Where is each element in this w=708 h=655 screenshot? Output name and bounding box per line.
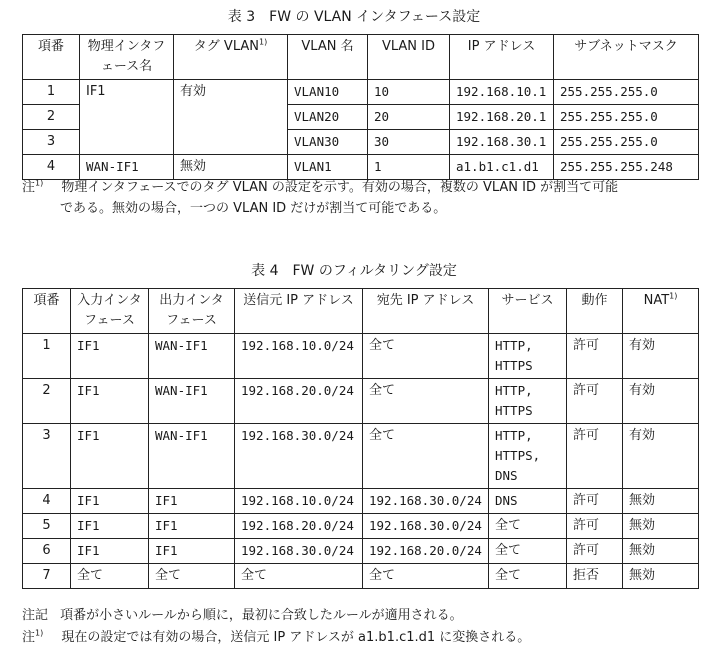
table-row — [23, 379, 699, 424]
table-row — [23, 564, 699, 589]
cell-destination-ip: 192.168.30.0/24 — [363, 514, 489, 539]
cell-nat: 無効 — [623, 489, 699, 514]
cell-destination-ip: 全て — [363, 334, 489, 379]
header-service: サービス — [489, 289, 567, 334]
cell-output-interface: 全て — [149, 564, 235, 589]
table3-note-mark: 1) — [35, 178, 44, 188]
table-row — [23, 489, 699, 514]
cell-nat: 無効 — [623, 514, 699, 539]
table-row — [23, 424, 699, 489]
cell-vlan-name: VLAN30 — [288, 130, 368, 155]
cell-input-interface: IF1 — [71, 539, 149, 564]
table4-note-text: 現在の設定では有効の場合，送信元 IP アドレスが a1.b1.c1.d1 に変換される。 — [61, 630, 531, 645]
cell-action: 許可 — [567, 514, 623, 539]
cell-nat: 無効 — [623, 539, 699, 564]
cell-no: 1 — [23, 80, 80, 105]
cell-service: HTTP, HTTPS — [489, 379, 567, 424]
header-nat — [623, 289, 699, 334]
cell-action: 許可 — [567, 489, 623, 514]
header-no: 項番 — [23, 35, 80, 80]
cell-input-interface: IF1 — [71, 514, 149, 539]
cell-no: 2 — [23, 105, 80, 130]
header-nat-note: 1) — [669, 291, 678, 301]
cell-service: 全て — [489, 539, 567, 564]
cell-no: 4 — [23, 155, 80, 180]
cell-no: 3 — [23, 130, 80, 155]
header-destination-ip: 宛先 IP アドレス — [363, 289, 489, 334]
cell-source-ip: 192.168.10.0/24 — [235, 334, 363, 379]
table3-header-row — [23, 35, 699, 80]
table4-footnote-text: 項番が小さいルールから順に，最初に合致したルールが適用される。 — [60, 608, 463, 623]
cell-source-ip: 192.168.10.0/24 — [235, 489, 363, 514]
header-nat-label: NAT — [643, 293, 670, 308]
cell-no: 6 — [23, 539, 71, 564]
cell-vlan-name: VLAN1 — [288, 155, 368, 180]
cell-destination-ip: 192.168.20.0/24 — [363, 539, 489, 564]
cell-service: 全て — [489, 514, 567, 539]
table-row — [23, 155, 699, 180]
cell-destination-ip: 全て — [363, 424, 489, 489]
table-row — [23, 539, 699, 564]
cell-output-interface: WAN-IF1 — [149, 379, 235, 424]
cell-input-interface: IF1 — [71, 424, 149, 489]
table-row — [23, 334, 699, 379]
cell-physical-interface: WAN-IF1 — [80, 155, 174, 180]
cell-no: 7 — [23, 564, 71, 589]
cell-nat: 有効 — [623, 379, 699, 424]
cell-output-interface: IF1 — [149, 539, 235, 564]
table4-footnote-label: 注記 — [22, 608, 49, 623]
cell-subnet-mask: 255.255.255.0 — [554, 130, 699, 155]
header-tag-vlan — [174, 35, 288, 80]
header-vlan-name: VLAN 名 — [288, 35, 368, 80]
header-subnet-mask: サブネットマスク — [554, 35, 699, 80]
header-tag-vlan-note: 1) — [258, 37, 268, 47]
table4-header-row — [23, 289, 699, 334]
cell-ip-address: 192.168.10.1 — [450, 80, 554, 105]
cell-vlan-id: 1 — [368, 155, 450, 180]
header-input-interface: 入力インタフェース — [71, 289, 149, 334]
cell-destination-ip: 192.168.30.0/24 — [363, 489, 489, 514]
cell-service: HTTP, HTTPS — [489, 334, 567, 379]
table4-note-label: 注 — [22, 630, 36, 645]
header-source-ip: 送信元 IP アドレス — [235, 289, 363, 334]
cell-tag-vlan: 無効 — [174, 155, 288, 180]
cell-action: 拒否 — [567, 564, 623, 589]
cell-destination-ip: 全て — [363, 379, 489, 424]
cell-vlan-id: 10 — [368, 80, 450, 105]
table4-note-mark: 1) — [35, 628, 44, 638]
cell-no: 5 — [23, 514, 71, 539]
cell-action: 許可 — [567, 424, 623, 489]
cell-source-ip: 全て — [235, 564, 363, 589]
cell-output-interface: WAN-IF1 — [149, 334, 235, 379]
cell-no: 4 — [23, 489, 71, 514]
cell-output-interface: IF1 — [149, 489, 235, 514]
header-tag-vlan-label: タグ VLAN — [193, 39, 259, 54]
cell-service: 全て — [489, 564, 567, 589]
table4-footnote — [22, 606, 702, 626]
header-ip-address: IP アドレス — [450, 35, 554, 80]
cell-service: DNS — [489, 489, 567, 514]
cell-source-ip: 192.168.30.0/24 — [235, 424, 363, 489]
cell-input-interface: IF1 — [71, 379, 149, 424]
cell-destination-ip: 全て — [363, 564, 489, 589]
header-vlan-id: VLAN ID — [368, 35, 450, 80]
header-physical-interface: 物理インタフェース名 — [80, 35, 174, 80]
vlan-interface-table — [22, 34, 699, 180]
cell-action: 許可 — [567, 334, 623, 379]
table3-note-line1: 物理インタフェースでのタグ VLAN の設定を示す。有効の場合，複数の VLAN ID が割当て可能 — [61, 180, 619, 195]
cell-vlan-id: 20 — [368, 105, 450, 130]
cell-output-interface: IF1 — [149, 514, 235, 539]
cell-vlan-id: 30 — [368, 130, 450, 155]
header-output-interface: 出力インタフェース — [149, 289, 235, 334]
cell-nat: 有効 — [623, 424, 699, 489]
cell-source-ip: 192.168.20.0/24 — [235, 514, 363, 539]
cell-ip-address: 192.168.20.1 — [450, 105, 554, 130]
header-no: 項番 — [23, 289, 71, 334]
cell-no: 1 — [23, 334, 71, 379]
cell-input-interface: 全て — [71, 564, 149, 589]
filtering-table — [22, 288, 699, 589]
cell-nat: 無効 — [623, 564, 699, 589]
table3-title: 表 3 FW の VLAN インタフェース設定 — [227, 9, 481, 25]
cell-input-interface: IF1 — [71, 489, 149, 514]
cell-vlan-name: VLAN10 — [288, 80, 368, 105]
cell-service: HTTP, HTTPS, DNS — [489, 424, 567, 489]
table4-note — [22, 628, 702, 648]
cell-subnet-mask: 255.255.255.248 — [554, 155, 699, 180]
cell-action: 許可 — [567, 539, 623, 564]
table3-note-line2: である。無効の場合，一つの VLAN ID だけが割当て可能である。 — [60, 201, 447, 216]
table-row — [23, 514, 699, 539]
table-row — [23, 80, 699, 105]
table3-note-label: 注 — [22, 180, 36, 195]
cell-source-ip: 192.168.30.0/24 — [235, 539, 363, 564]
cell-vlan-name: VLAN20 — [288, 105, 368, 130]
cell-physical-interface: IF1 — [80, 80, 174, 155]
header-action: 動作 — [567, 289, 623, 334]
cell-output-interface: WAN-IF1 — [149, 424, 235, 489]
cell-source-ip: 192.168.20.0/24 — [235, 379, 363, 424]
cell-subnet-mask: 255.255.255.0 — [554, 105, 699, 130]
table3-note — [22, 178, 702, 198]
cell-no: 2 — [23, 379, 71, 424]
cell-ip-address: a1.b1.c1.d1 — [450, 155, 554, 180]
cell-no: 3 — [23, 424, 71, 489]
cell-input-interface: IF1 — [71, 334, 149, 379]
table4-title: 表 4 FW のフィルタリング設定 — [251, 263, 457, 279]
cell-ip-address: 192.168.30.1 — [450, 130, 554, 155]
cell-nat: 有効 — [623, 334, 699, 379]
cell-action: 許可 — [567, 379, 623, 424]
cell-subnet-mask: 255.255.255.0 — [554, 80, 699, 105]
cell-tag-vlan: 有効 — [174, 80, 288, 155]
